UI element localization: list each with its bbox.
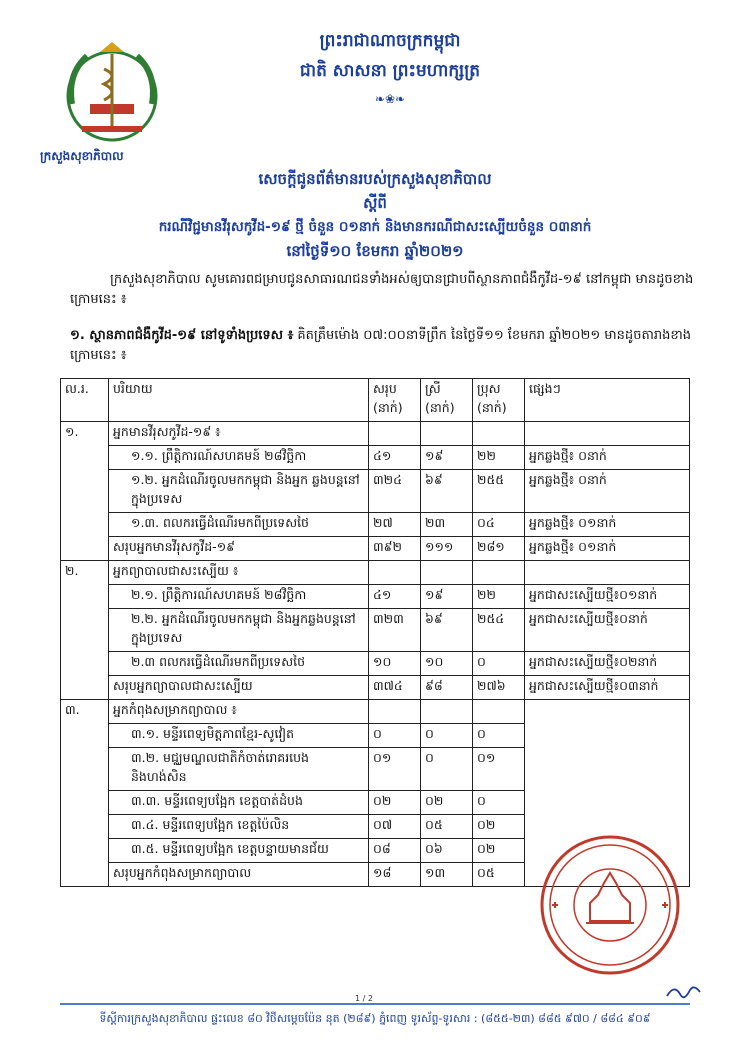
row-total: ០៨: [369, 839, 421, 863]
section-1-paragraph: [70, 326, 710, 366]
footer-divider: [60, 1003, 690, 1005]
col-header-description: បរិយាយ: [109, 379, 369, 422]
row-total: ១០: [369, 652, 421, 676]
footer-address: ទីស្តីការក្រសួងសុខាភិបាល ផ្ទះលេខ ៨០ វិថីសម្តេចប៉ែន នុត (២៨៩) ភ្នំពេញ ទូរស័ព្ទ-ទូរសារ : (៨៥៥-២៣) ៨៨៥ ៩៧០ / ៨៨៤ ៩០៩: [99, 1012, 651, 1025]
row-note: អ្នកឆ្លងថ្មី៖ ០នាក់: [525, 470, 690, 513]
section-1-text: គិតត្រឹមម៉ោង ០៧:០០នាទីព្រឹក នៃថ្ងៃទី១១ ខែមករា ឆ្នាំ២០២១ មានដូចតារាងខាងក្រោមនេះ ៖: [70, 328, 691, 363]
col-header-no: ល.រ.: [61, 379, 109, 422]
section-title-row: [61, 700, 690, 724]
row-female: ០៦: [421, 839, 473, 863]
row-label: ២.៣ ពលករធ្វើដំណើរមកពីប្រទេសថៃ: [109, 652, 369, 676]
row-label: ១.២. អ្នកដំណើរចូលមកកម្ពុជា និងអ្នក ឆ្លងបន្តនៅក្នុងប្រទេស: [109, 470, 369, 513]
ministry-label: ក្រសួងសុខាភិបាល: [40, 149, 124, 163]
row-label: ១.៣. ពលករធ្វើដំណើរមកពីប្រទេសថៃ: [109, 513, 369, 537]
section-number: ៣.: [61, 700, 109, 887]
total-label: សរុបអ្នកកំពុងសម្រាកព្យាបាល: [109, 863, 369, 887]
row-label: ២.២. អ្នកដំណើរចូលមកកម្ពុជា និងអ្នកឆ្លងបន្តនៅក្នុងប្រទេស: [109, 609, 369, 652]
row-female: ០: [421, 724, 473, 748]
section-total-row: [61, 537, 690, 561]
row-female: ១៩: [421, 585, 473, 609]
row-total: ០: [369, 724, 421, 748]
total-female: ៩៨: [421, 676, 473, 700]
row-total: ៣២៤: [369, 470, 421, 513]
row-total: ០១: [369, 748, 421, 791]
table-row: [61, 513, 690, 537]
row-total: ៤១: [369, 446, 421, 470]
covid-status-table: [60, 378, 690, 887]
row-note: អ្នកជាសះស្បើយថ្មី៖០នាក់: [525, 609, 690, 652]
section-title: អ្នកមានវីរុសកូវីដ-១៩ ៖: [109, 422, 369, 446]
total-male: ០៥: [473, 863, 525, 887]
row-female: ៦៩: [421, 609, 473, 652]
total-male: ២៧៦: [473, 676, 525, 700]
row-label: ៣.៤. មន្ទីរពេទ្យបង្អែក ខេត្តប៉ៃលិន: [109, 815, 369, 839]
row-total: ០២: [369, 791, 421, 815]
doc-date: នៅថ្ងៃទី១០ ខែមករា ឆ្នាំ២០២១: [286, 242, 464, 260]
row-male: ០: [473, 791, 525, 815]
row-female: ១០: [421, 652, 473, 676]
total-male: ២៨១: [473, 537, 525, 561]
row-male: ០: [473, 652, 525, 676]
kingdom-title: ព្រះរាជាណាចក្រកម្ពុជា: [319, 31, 461, 51]
row-note: អ្នកជាសះស្បើយថ្មី៖០២នាក់: [525, 652, 690, 676]
row-female: ០៥: [421, 815, 473, 839]
row-total: ០៧: [369, 815, 421, 839]
row-total: ២៧: [369, 513, 421, 537]
section-title: អ្នកកំពុងសម្រាកព្យាបាល ៖: [109, 700, 369, 724]
total-female: ១៣: [421, 863, 473, 887]
section-number: ១.: [61, 422, 109, 561]
total-female: ១១១: [421, 537, 473, 561]
section-1-heading: ១. ស្ថានភាពជំងឺកូវីដ-១៩ នៅទូទាំងប្រទេស ៖: [70, 328, 294, 343]
row-male: ២៥៥: [473, 470, 525, 513]
row-total: ៣២៣: [369, 609, 421, 652]
row-male: ២២: [473, 585, 525, 609]
table-row: [61, 470, 690, 513]
col-header-female: ស្រី (នាក់): [421, 379, 473, 422]
row-male: ២៥៤: [473, 609, 525, 652]
official-stamp-icon: [538, 833, 683, 978]
row-label: ៣.៥. មន្ទីរពេទ្យបង្អែក ខេត្តបន្ទាយមានជ័យ: [109, 839, 369, 863]
row-note: អ្នកជាសះស្បើយថ្មី៖០១នាក់: [525, 585, 690, 609]
section-total-row: [61, 676, 690, 700]
row-male: ០២: [473, 815, 525, 839]
table-row: [61, 652, 690, 676]
intro-paragraph: ក្រសួងសុខាភិបាល សូមគោរពជម្រាបជូនសាធារណជនទាំងអស់ឲ្យបានជ្រាបពីស្ថានភាពជំងឺកូវីដ-១៩ នៅកម្ពុជា មានដូចខាងក្រោមនេះ ៖: [70, 272, 694, 307]
ornament-divider: ❧❀❧: [374, 92, 406, 106]
row-label: ៣.៣. មន្ទីរពេទ្យបង្អែក ខេត្តបាត់ដំបង: [109, 791, 369, 815]
col-header-male: ប្រុស (នាក់): [473, 379, 525, 422]
row-female: ១៩: [421, 446, 473, 470]
row-male: ០: [473, 724, 525, 748]
row-female: ០: [421, 748, 473, 791]
table-row: [61, 446, 690, 470]
row-male: ០២: [473, 839, 525, 863]
doc-title-about: ស្តីពី: [363, 194, 387, 212]
signature-icon: [664, 982, 704, 1004]
doc-title: សេចក្តីជូនព័ត៌មានរបស់ក្រសួងសុខាភិបាល: [258, 170, 492, 188]
doc-subject: ករណីវិជ្ជមានវីរុសកូវីដ-១៩ ថ្មី ចំនួន ០១នាក់ និងមានករណីជាសះស្បើយចំនួន ០៣នាក់: [158, 219, 592, 235]
total-label: សរុបអ្នកមានវីរុសកូវីដ-១៩: [109, 537, 369, 561]
total-label: សរុបអ្នកព្យាបាលជាសះស្បើយ: [109, 676, 369, 700]
section-title-row: [61, 422, 690, 446]
total-note: អ្នកឆ្លងថ្មី៖ ០១នាក់: [525, 537, 690, 561]
row-label: ៣.១. មន្ទីរពេទ្យមិត្តភាពខ្មែរ-សូវៀត: [109, 724, 369, 748]
row-male: ០៤: [473, 513, 525, 537]
page-number: 1 / 2: [355, 994, 373, 1003]
row-note: អ្នកឆ្លងថ្មី៖ ០១នាក់: [525, 513, 690, 537]
col-header-total: សរុប (នាក់): [369, 379, 421, 422]
table-row: [61, 609, 690, 652]
row-note: អ្នកឆ្លងថ្មី៖ ០នាក់: [525, 446, 690, 470]
section-number: ២.: [61, 561, 109, 700]
total-total: ៣៩២: [369, 537, 421, 561]
row-total: ៤១: [369, 585, 421, 609]
col-header-note: ផ្សេងៗ: [525, 379, 690, 422]
row-female: ៦៩: [421, 470, 473, 513]
row-male: ០១: [473, 748, 525, 791]
row-label: ២.១. ព្រឹត្តិការណ៍សហគមន៍ ២៨វិច្ឆិកា: [109, 585, 369, 609]
row-female: ២៣: [421, 513, 473, 537]
total-note: អ្នកជាសះស្បើយថ្មី៖០៣នាក់: [525, 676, 690, 700]
section-title: អ្នកព្យាបាលជាសះស្បើយ ៖: [109, 561, 369, 585]
kingdom-motto: ជាតិ សាសនា ព្រះមហាក្សត្រ: [299, 61, 481, 81]
row-female: ០២: [421, 791, 473, 815]
table-row: [61, 585, 690, 609]
row-label: ៣.២. មជ្ឈមណ្ឌលជាតិកំចាត់រោគរបេង និងហង់សិន: [109, 748, 369, 791]
total-total: ១៨: [369, 863, 421, 887]
ministry-logo-icon: [52, 34, 172, 154]
table-header-row: [61, 379, 690, 422]
row-male: ២២: [473, 446, 525, 470]
total-total: ៣៧៤: [369, 676, 421, 700]
row-label: ១.១. ព្រឹត្តិការណ៍សហគមន៍ ២៨វិច្ឆិកា: [109, 446, 369, 470]
section-title-row: [61, 561, 690, 585]
